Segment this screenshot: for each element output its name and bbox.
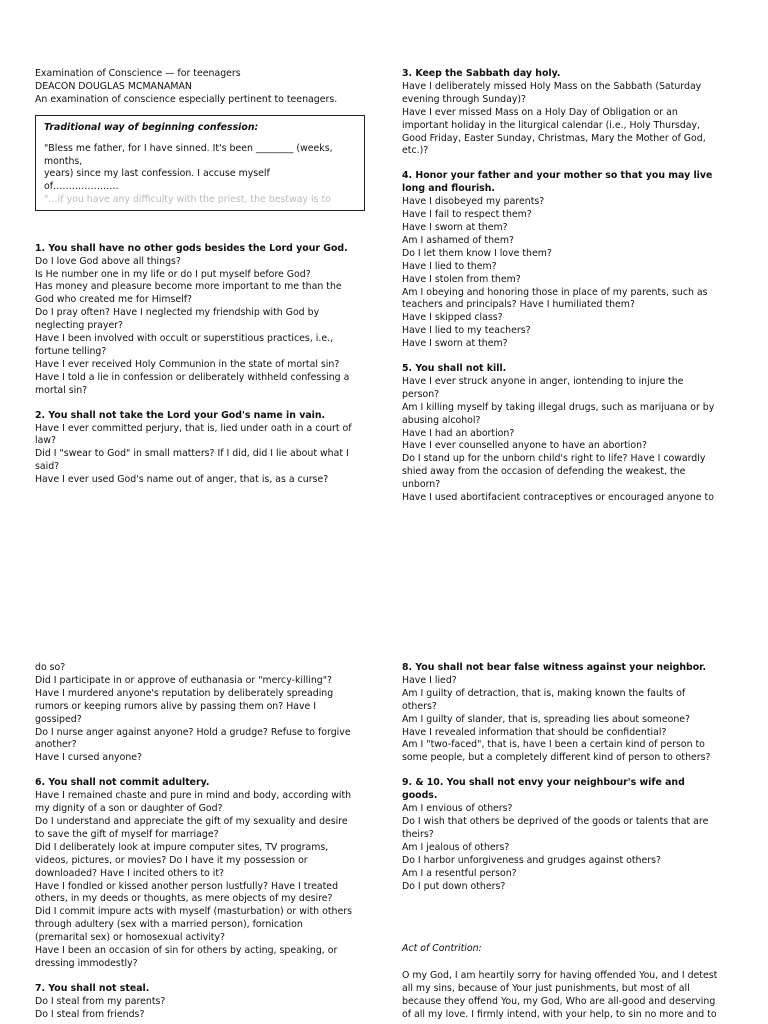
question-line: rumors or keeping rumors alive by passing them on? Have I bbox=[35, 700, 317, 712]
act-of-contrition-section bbox=[402, 943, 730, 1022]
section-heading: 7. You shall not steal. bbox=[35, 982, 150, 994]
question-line: Did I deliberately look at impure computer sites, TV programs, bbox=[35, 841, 329, 853]
commandment-4-section bbox=[402, 170, 730, 351]
question-line: Do I steal from my parents? bbox=[35, 995, 166, 1007]
question-line: Did I commit impure acts with myself (masturbation) or with others bbox=[35, 906, 352, 918]
question-line: neglecting prayer? bbox=[35, 320, 124, 332]
question-line: Am I killing myself by taking illegal drugs, such as marijuana or by bbox=[402, 401, 715, 413]
commandment-3-section bbox=[402, 68, 730, 158]
commandment-2-section bbox=[35, 410, 365, 487]
question-line: abusing alcohol? bbox=[402, 414, 481, 426]
question-line: Am I guilty of slander, that is, spreading lies about someone? bbox=[402, 713, 691, 725]
question-line: (premarital sex) or homosexual activity? bbox=[35, 932, 225, 944]
confession-box-line: years) since my last confession. I accuse myself bbox=[44, 168, 270, 180]
question-line: Have I revealed information that should be confidential? bbox=[402, 726, 667, 738]
prayer-line: O my God, I am heartily sorry for having offended You, and I detest bbox=[402, 970, 718, 982]
question-line: Am I jealous of others? bbox=[402, 841, 510, 853]
page2-right-column bbox=[402, 662, 730, 1022]
question-line: Do I put down others? bbox=[402, 880, 506, 892]
question-line: gossiped? bbox=[35, 713, 82, 725]
question-line: Do I love God above all things? bbox=[35, 255, 181, 267]
question-line: Do I pray often? Have I neglected my friendship with God by bbox=[35, 307, 320, 319]
question-line: through adultery (sex with a married person), fornication bbox=[35, 919, 303, 931]
section-heading: 1. You shall have no other gods besides the Lord your God. bbox=[35, 242, 348, 254]
question-line: Did I "swear to God" in small matters? If I did, did I lie about what I bbox=[35, 448, 349, 460]
question-line: my dignity of a son or daughter of God? bbox=[35, 803, 223, 815]
question-line: Have I ever used God's name out of anger, that is, as a curse? bbox=[35, 474, 329, 486]
section-heading: 2. You shall not take the Lord your God's name in vain. bbox=[35, 409, 326, 421]
question-line: Have I lied to them? bbox=[402, 260, 497, 272]
question-line: person? bbox=[402, 388, 440, 400]
confession-box-title: Traditional way of beginning confession: bbox=[44, 121, 259, 133]
section-heading: 8. You shall not bear false witness against your neighbor. bbox=[402, 662, 707, 673]
question-line: teachers and principals? Have I humiliated them? bbox=[402, 299, 635, 311]
question-line: mortal sin? bbox=[35, 384, 88, 396]
question-line: Do I harbor unforgiveness and grudges against others? bbox=[402, 854, 661, 866]
question-line: Has money and pleasure become more important to me than the bbox=[35, 281, 342, 293]
question-line: Have I ever struck anyone in anger, iontending to injure the bbox=[402, 375, 684, 387]
question-line: Am I ashamed of them? bbox=[402, 234, 514, 246]
document-author: DEACON DOUGLAS MCMANAMAN bbox=[35, 80, 192, 92]
question-line: Do I stand up for the unborn child's right to life? Have I cowardly bbox=[402, 453, 706, 465]
question-line: fortune telling? bbox=[35, 345, 107, 357]
confession-box-line: months, bbox=[44, 155, 83, 167]
question-line: Am I envious of others? bbox=[402, 803, 513, 815]
question-line: Good Friday, Easter Sunday, Christmas, Mary the Mother of God, bbox=[402, 132, 706, 144]
question-line: Did I participate in or approve of euthanasia or "mercy-killing"? bbox=[35, 674, 333, 686]
question-line: Do I nurse anger against anyone? Hold a grudge? Refuse to forgive bbox=[35, 726, 351, 738]
question-line: Am I obeying and honoring those in place of my parents, such as bbox=[402, 286, 708, 298]
question-line: Have I ever received Holy Communion in the state of mortal sin? bbox=[35, 358, 340, 370]
confession-box-line: of………………… bbox=[44, 181, 119, 193]
document-subtitle: An examination of conscience especially pertinent to teenagers. bbox=[35, 93, 338, 105]
question-line: do so? bbox=[35, 662, 66, 673]
question-line: Do I understand and appreciate the gift of my sexuality and desire bbox=[35, 815, 348, 827]
confession-box bbox=[35, 115, 365, 211]
question-line: evening through Sunday)? bbox=[402, 93, 527, 105]
section-heading: goods. bbox=[402, 790, 438, 802]
question-line: Have I disobeyed my parents? bbox=[402, 196, 545, 208]
question-line: Am I "two-faced", that is, have I been a certain kind of person to bbox=[402, 739, 705, 751]
question-line: Have I deliberately missed Holy Mass on the Sabbath (Saturday bbox=[402, 80, 702, 92]
section-heading: 4. Honor your father and your mother so that you may live bbox=[402, 170, 713, 182]
question-line: Have I had an abortion? bbox=[402, 427, 515, 439]
question-line: Have I sworn at them? bbox=[402, 338, 508, 350]
commandment-7-section bbox=[35, 983, 365, 1022]
question-line: Have I been an occasion of sin for others by acting, speaking, or bbox=[35, 945, 338, 957]
question-line: shied away from the occasion of defending the weakest, the bbox=[402, 466, 686, 478]
question-line: Do I let them know I love them? bbox=[402, 247, 552, 259]
act-of-contrition-title: Act of Contrition: bbox=[402, 943, 482, 955]
question-line: videos, pictures, or movies? Do I have it my possession or bbox=[35, 854, 308, 866]
question-line: Have I ever missed Mass on a Holy Day of Obligation or an bbox=[402, 106, 678, 118]
commandment-9-10-section bbox=[402, 777, 730, 893]
document-title: Examination of Conscience — for teenagers bbox=[35, 68, 241, 79]
commandment-5-continuation bbox=[35, 662, 365, 765]
question-line: theirs? bbox=[402, 828, 434, 840]
question-line: Do I wish that others be deprived of the goods or talents that are bbox=[402, 815, 709, 827]
question-line: important holiday in the liturgical calendar (i.e., Holy Thursday, bbox=[402, 119, 701, 131]
question-line: Have I used abortifacient contraceptives or encouraged anyone to bbox=[402, 492, 714, 504]
page2-left-column bbox=[35, 662, 365, 1022]
question-line: Am I guilty of detraction, that is, making known the faults of bbox=[402, 687, 686, 699]
question-line: God who created me for Himself? bbox=[35, 294, 193, 306]
section-heading: 3. Keep the Sabbath day holy. bbox=[402, 68, 561, 79]
section-heading: 6. You shall not commit adultery. bbox=[35, 777, 210, 789]
question-line: Is He number one in my life or do I put myself before God? bbox=[35, 268, 311, 280]
question-line: said? bbox=[35, 461, 60, 473]
commandment-5-section bbox=[402, 363, 730, 505]
question-line: Have I ever counselled anyone to have an abortion? bbox=[402, 440, 648, 452]
confession-box-cutoff-line: "…if you have any difficulty with the priest, the bestway is to bbox=[44, 194, 331, 206]
question-line: others, in my deeds or thoughts, as mere objects of my desire? bbox=[35, 893, 333, 905]
question-line: Have I stolen from them? bbox=[402, 273, 521, 285]
question-line: Have I skipped class? bbox=[402, 312, 503, 324]
question-line: law? bbox=[35, 435, 56, 447]
question-line: Have I sworn at them? bbox=[402, 221, 508, 233]
question-line: Have I lied? bbox=[402, 674, 457, 686]
question-line: Have I ever committed perjury, that is, lied under oath in a court of bbox=[35, 422, 352, 434]
question-line: Have I been involved with occult or superstitious practices, i.e., bbox=[35, 333, 334, 345]
prayer-line: of all my love. I firmly intend, with your help, to sin no more and to bbox=[402, 1009, 717, 1021]
question-line: Have I cursed anyone? bbox=[35, 752, 143, 764]
question-line: others? bbox=[402, 700, 437, 712]
question-line: Have I murdered anyone's reputation by deliberately spreading bbox=[35, 687, 334, 699]
question-line: Have I remained chaste and pure in mind and body, according with bbox=[35, 790, 352, 802]
prayer-line: because they offend You, my God, Who are all-good and deserving bbox=[402, 996, 716, 1008]
question-line: dressing immodestly? bbox=[35, 957, 138, 969]
question-line: another? bbox=[35, 739, 77, 751]
question-line: Have I told a lie in confession or deliberately withheld confessing a bbox=[35, 371, 350, 383]
question-line: etc.)? bbox=[402, 145, 429, 157]
question-line: Have I lied to my teachers? bbox=[402, 325, 531, 337]
question-line: unborn? bbox=[402, 479, 441, 491]
page1-left-column bbox=[35, 68, 365, 487]
confession-box-line: "Bless me father, for I have sinned. It's been ________ (weeks, bbox=[44, 142, 333, 154]
question-line: downloaded? Have I incited others to it? bbox=[35, 867, 225, 879]
question-line: Have I fail to respect them? bbox=[402, 209, 532, 221]
commandment-1-section bbox=[35, 243, 365, 398]
question-line: some people, but a completely different kind of person to others? bbox=[402, 752, 711, 764]
question-line: to save the gift of myself for marriage? bbox=[35, 828, 219, 840]
prayer-line: all my sins, because of Your just punishments, but most of all bbox=[402, 983, 690, 995]
page1-right-column bbox=[402, 68, 730, 505]
question-line: Am I a resentful person? bbox=[402, 867, 517, 879]
question-line: Have I fondled or kissed another person lustfully? Have I treated bbox=[35, 880, 339, 892]
commandment-6-section bbox=[35, 777, 365, 971]
commandment-8-section bbox=[402, 662, 730, 765]
section-heading: 5. You shall not kill. bbox=[402, 363, 507, 375]
section-heading: long and flourish. bbox=[402, 183, 495, 195]
question-line: Do I steal from friends? bbox=[35, 1008, 145, 1020]
section-heading: 9. & 10. You shall not envy your neighbour's wife and bbox=[402, 777, 685, 789]
